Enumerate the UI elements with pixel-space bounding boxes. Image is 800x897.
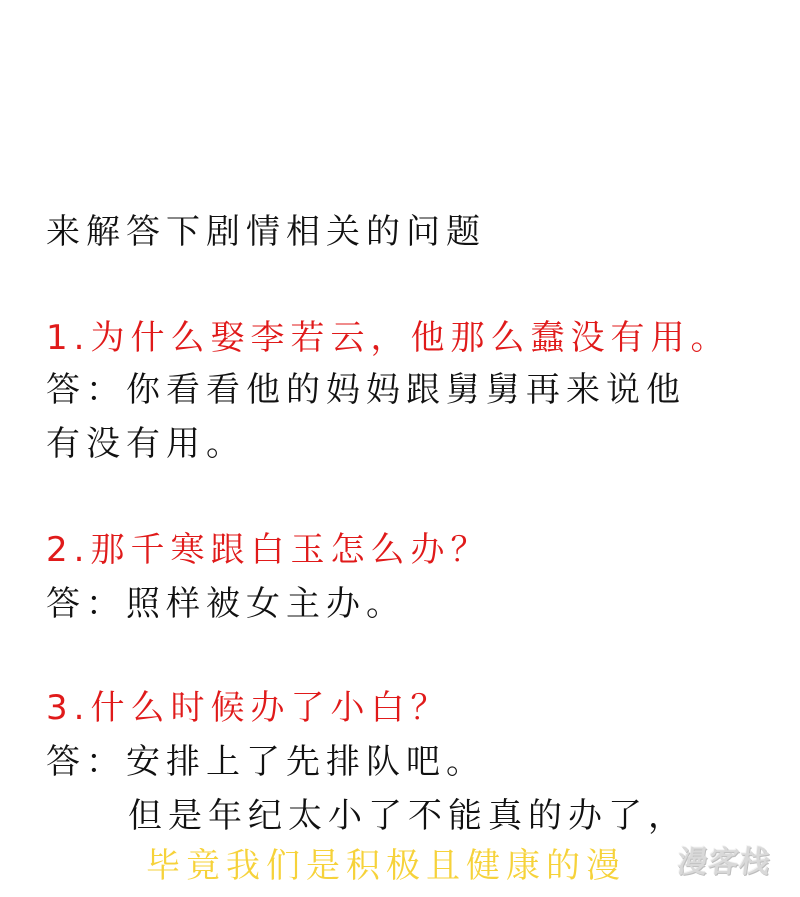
answer-3-line-1: 答：安排上了先排队吧。 <box>46 742 486 782</box>
question-1: 1.为什么娶李若云，他那么蠢没有用。 <box>46 318 731 358</box>
answer-2-line-1: 答：照样被女主办。 <box>46 584 406 624</box>
answer-3-line-2: 但是年纪太小了不能真的办了， <box>128 796 688 836</box>
footer-text: 毕竟我们是积极且健康的漫 <box>146 846 626 886</box>
watermark-logo <box>662 833 786 885</box>
intro-text: 来解答下剧情相关的问题 <box>46 212 486 252</box>
answer-1-line-2: 有没有用。 <box>46 424 246 464</box>
question-2: 2.那千寒跟白玉怎么办？ <box>46 530 491 570</box>
answer-1-line-1: 答：你看看他的妈妈跟舅舅再来说他 <box>46 370 686 410</box>
question-3: 3.什么时候办了小白？ <box>46 688 451 728</box>
watermark-text: 漫客栈 <box>674 845 773 880</box>
